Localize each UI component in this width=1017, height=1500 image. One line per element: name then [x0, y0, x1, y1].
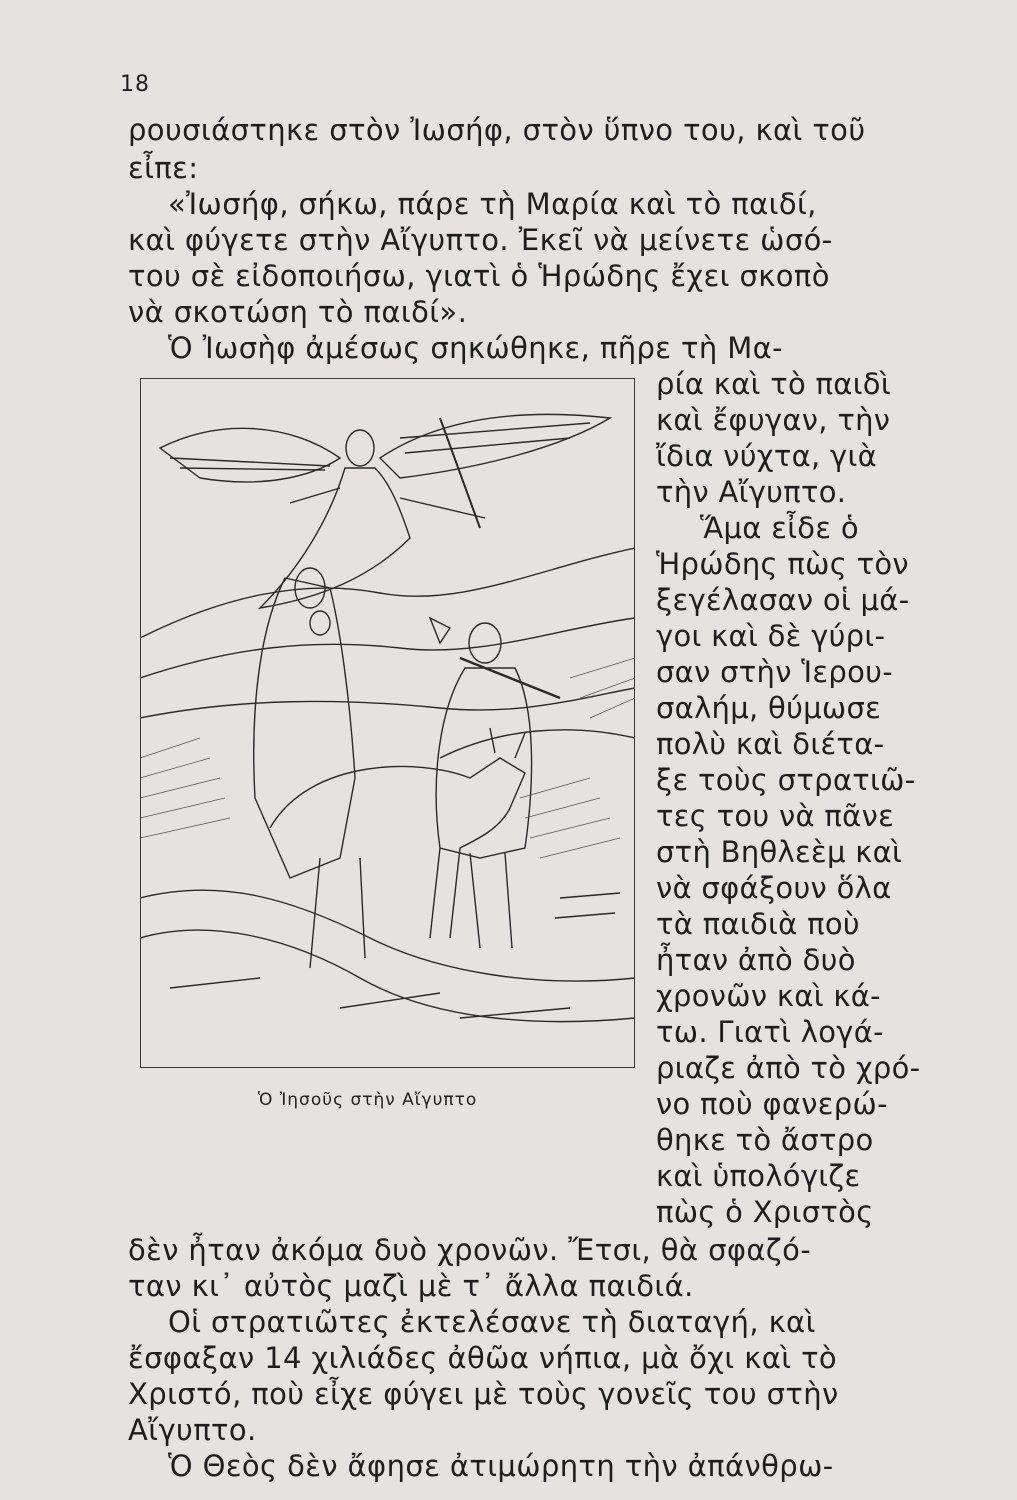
column-line: τω. Γιατὶ λογά-	[656, 1015, 884, 1049]
text-line: Ὁ Ἰωσὴφ ἀμέσως σηκώθηκε, πῆρε τὴ Μα-	[168, 331, 784, 365]
text-line: νὰ σκοτώση τὸ παιδί».	[128, 295, 468, 329]
illustration-caption: Ὁ Ἰησοῦς στὴν Αἴγυπτο	[258, 1090, 478, 1110]
text-line: του σὲ εἰδοποιήσω, γιατὶ ὁ Ἡρώδης ἔχει σκοπὸ	[128, 259, 830, 293]
text-line: ἔσφαξαν 14 χιλιάδες ἀθῶα νήπια, μὰ ὄχι καὶ τὸ	[128, 1341, 838, 1375]
column-line: τες του νὰ πᾶνε	[656, 799, 895, 833]
column-line: θηκε τὸ ἄστρο	[656, 1123, 874, 1157]
column-line: καὶ ὑπολόγιζε	[656, 1159, 861, 1193]
text-line: Αἴγυπτο.	[128, 1413, 257, 1447]
column-line: ξε τοὺς στρατιῶ-	[656, 763, 916, 797]
text-line: «Ἰωσήφ, σήκω, πάρε τὴ Μαρία καὶ τὸ παιδί,	[168, 187, 817, 221]
column-line: σαν στὴν Ἱερου-	[656, 655, 893, 689]
column-line: πολὺ καὶ διέτα-	[656, 727, 885, 761]
flight-into-egypt-illustration	[140, 378, 635, 1068]
column-line: τὴν Αἴγυπτο.	[656, 475, 847, 509]
text-line: καὶ φύγετε στὴν Αἴγυπτο. Ἐκεῖ νὰ μείνετε ὡσό-	[128, 223, 833, 257]
column-line: Ἅμα εἶδε ὁ	[700, 511, 859, 545]
text-line: Οἱ στρατιῶτες ἐκτελέσανε τὴ διαταγή, καὶ	[168, 1305, 816, 1339]
text-line: Χριστό, ποὺ εἶχε φύγει μὲ τοὺς γονεῖς του στὴν	[128, 1377, 839, 1411]
column-line: σαλήμ, θύμωσε	[656, 691, 882, 725]
text-line: ρουσιάστηκε στὸν Ἰωσήφ, στὸν ὕπνο του, καὶ τοῦ	[128, 113, 866, 147]
column-line: ἦταν ἀπὸ δυὸ	[656, 943, 856, 977]
column-line: τὰ παιδιὰ ποὺ	[656, 907, 860, 941]
column-line: Ἡρώδης πὼς τὸν	[656, 547, 909, 581]
column-line: πὼς ὁ Χριστὸς	[656, 1195, 874, 1229]
column-line: γοι καὶ δὲ γύρι-	[656, 619, 886, 653]
column-line: καὶ ἔφυγαν, τὴν	[656, 403, 891, 437]
column-line: ξεγέλασαν οἱ μά-	[656, 583, 910, 617]
text-line: εἶπε:	[128, 151, 199, 185]
column-line: ριαζε ἀπὸ τὸ χρό-	[656, 1051, 921, 1085]
text-line: δὲν ἦταν ἀκόμα δυὸ χρονῶν. Ἔτσι, θὰ σφαζό-	[128, 1233, 812, 1267]
column-line: χρονῶν καὶ κά-	[656, 979, 881, 1013]
text-line: Ὁ Θεὸς δὲν ἄφησε ἀτιμώρητη τὴν ἀπάνθρω-	[168, 1449, 834, 1483]
column-line: ρία καὶ τὸ παιδὶ	[656, 367, 891, 401]
column-line: νο ποὺ φανερώ-	[656, 1087, 888, 1121]
column-line: στὴ Βηθλεὲμ καὶ	[656, 835, 903, 869]
text-line: ταν κι᾿ αὐτὸς μαζὶ μὲ τ᾿ ἄλλα παιδιά.	[128, 1269, 694, 1303]
page-number: 18	[120, 72, 150, 97]
column-line: ἴδια νύχτα, γιὰ	[656, 439, 878, 473]
column-line: νὰ σφάξουν ὅλα	[656, 871, 892, 905]
